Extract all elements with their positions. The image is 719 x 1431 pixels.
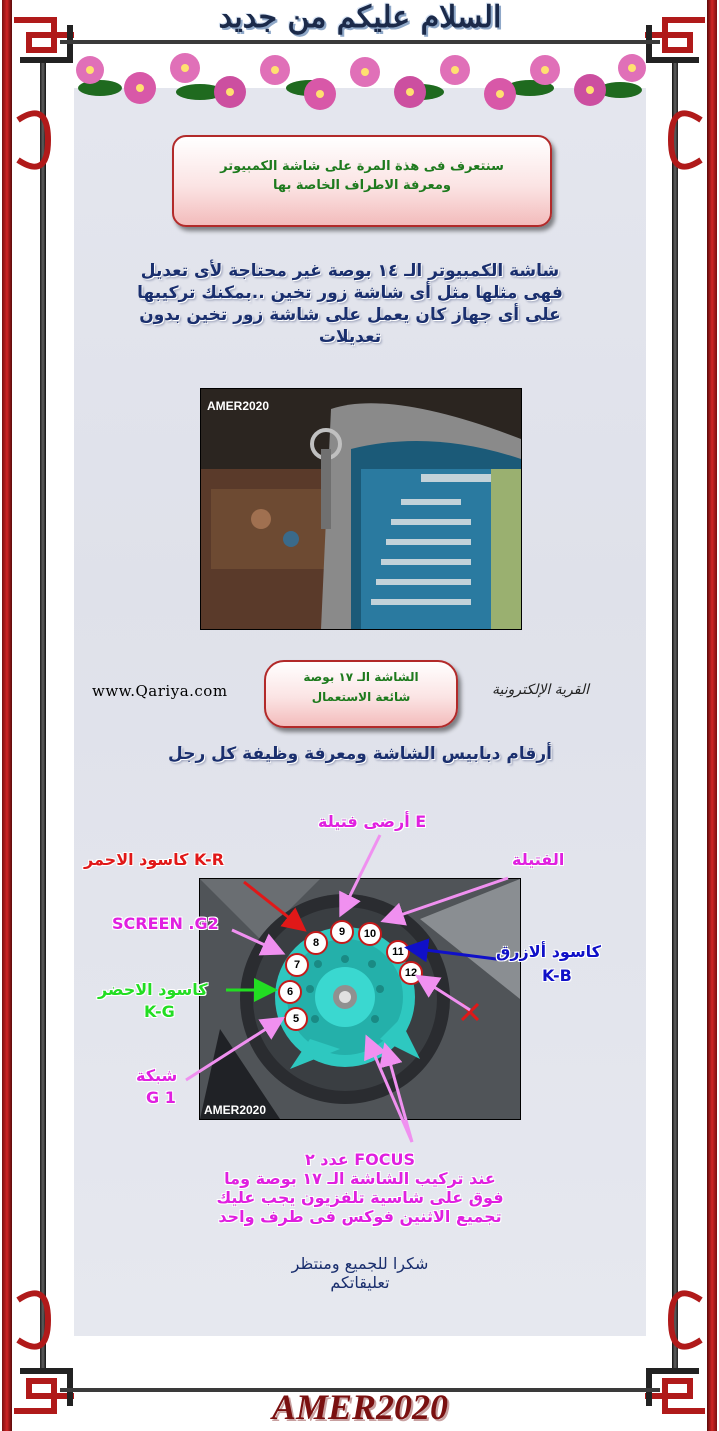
focus-note	[140, 1150, 580, 1226]
page-title: السلام عليكم من جديد	[218, 0, 502, 35]
pin-12: 12	[399, 961, 423, 985]
qariya-logo-text: القرية الإلكترونية	[492, 682, 590, 698]
monitor-photo	[200, 388, 522, 630]
intro-bubble-line2: ومعرفة الاطراف الخاصة بها	[273, 178, 451, 193]
label-k-b-1: كاسود ألازرق	[496, 942, 601, 961]
label-k-r: K-R كاسود الاحمر	[84, 850, 225, 869]
thanks-note	[220, 1254, 500, 1292]
focus-count: FOCUS عدد ٢	[304, 1150, 416, 1169]
pin-11: 11	[386, 940, 410, 964]
focus-line-4: تجميع الاثنين فوكس فى طرف واحد	[218, 1207, 502, 1226]
diagram-watermark: AMER2020	[204, 1103, 267, 1117]
site-url: www.Qariya.com	[92, 682, 228, 700]
thanks-line-1: شكرا للجميع ومنتظر	[291, 1254, 429, 1273]
flower-garland	[60, 30, 660, 120]
footer-signature: AMER2020	[271, 1387, 449, 1427]
label-k-b-2: K-B	[542, 966, 572, 985]
label-screen-g2: SCREEN .G2	[112, 914, 219, 933]
17-inch-bubble	[264, 660, 458, 728]
label-filament: الفتيلة	[512, 850, 565, 869]
label-earth-filament: E أرضى فتيلة	[318, 812, 427, 831]
pins-heading: أرقام دبابيس الشاشة ومعرفة وظيفة كل رجل	[168, 744, 552, 764]
pin-5: 5	[284, 1007, 308, 1031]
focus-line-3: فوق على شاسية تلفزيون يجب عليك	[216, 1188, 504, 1207]
focus-line-2: عند تركيب الشاشة الـ ١٧ بوصة وما	[224, 1169, 496, 1188]
pin-7: 7	[285, 953, 309, 977]
pin-9: 9	[330, 920, 354, 944]
intro-line-1: شاشة الكمبيوتر الـ ١٤ بوصة غير محتاجة لأى تعديل	[140, 261, 560, 281]
monitor-photo-drawing	[201, 389, 521, 629]
17-inch-bubble-line1: الشاشة الـ ١٧ بوصة	[303, 670, 419, 684]
intro-bubble-line1: سنتعرف فى هذة المرة على شاشة الكمبيوتر	[220, 159, 504, 174]
intro-line-4: تعديلات	[318, 327, 382, 347]
crt-socket-photo	[199, 878, 521, 1120]
intro-bubble	[172, 135, 552, 227]
label-g1-2: G 1	[146, 1088, 176, 1107]
pin-6: 6	[278, 980, 302, 1004]
pin-10: 10	[358, 922, 382, 946]
label-g1-1: شبكة	[136, 1066, 178, 1085]
label-k-g-2: K-G	[144, 1002, 175, 1021]
label-k-g-1: كاسود الاحضر	[98, 980, 208, 999]
pin-8: 8	[304, 931, 328, 955]
crt-socket-drawing	[200, 879, 520, 1119]
photo-watermark: AMER2020	[207, 399, 270, 413]
intro-paragraph	[100, 260, 600, 348]
intro-line-3: على أى جهاز كان يعمل على شاشة زور تخين بدون	[139, 305, 561, 325]
thanks-line-2: تعليقاتكم	[330, 1273, 390, 1292]
intro-line-2: فهى مثلها مثل أى شاشة زور تخين ..بمكنك تركيبها	[137, 283, 563, 303]
17-inch-bubble-line2: شائعة الاستعمال	[311, 690, 411, 704]
